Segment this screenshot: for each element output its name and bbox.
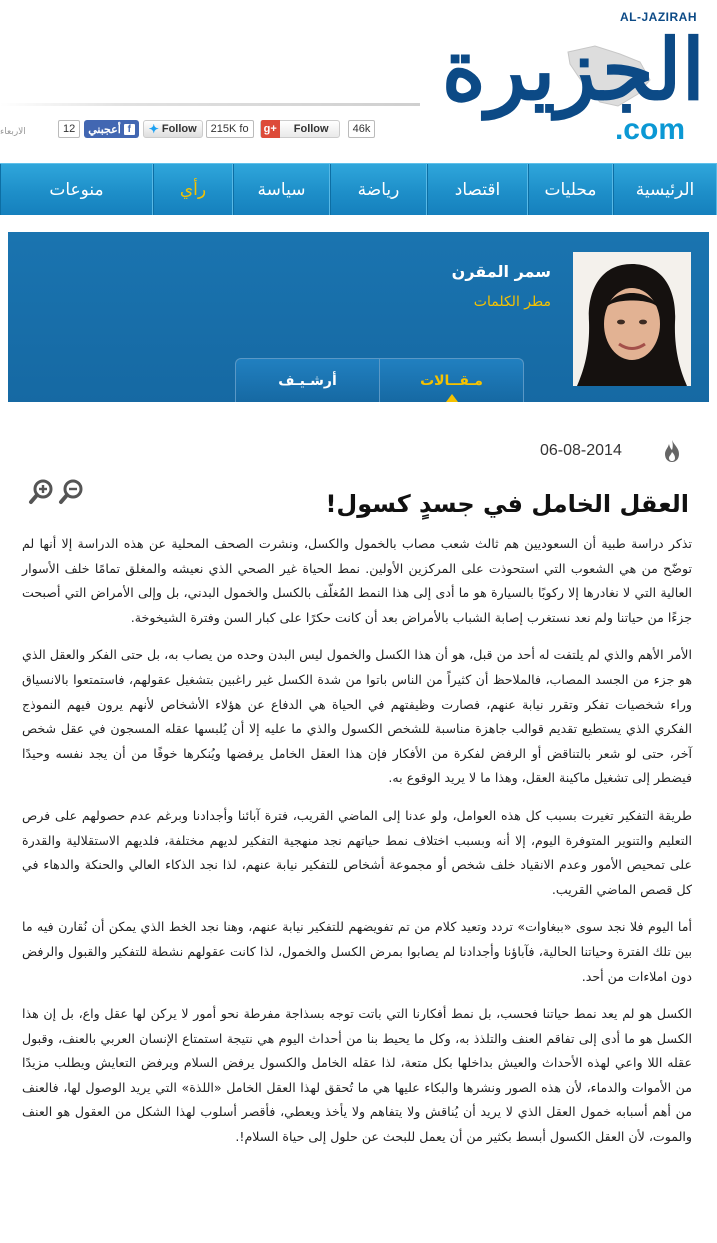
site-header <box>0 0 717 160</box>
author-portrait-image <box>573 252 691 386</box>
article-paragraph: أما اليوم فلا نجد سوى «ببغاوات» تردد وتعيد كلام من تم تفويضهم للتفكير نيابة عنهم، وهنا نجد الخط الذي يمكن أن نُقارن فيه ما بين تلك الفترة وحياتنا الحالية، فآباؤنا وأجدادنا لم يصابوا بمرض الكسل والخمول، لذا كانت عقولهم نشطة للتفكير والقبول والرفض دون املاءات من أحد. <box>22 919 692 984</box>
google-plus-icon: g+ <box>261 120 280 138</box>
twitter-follow-button[interactable] <box>143 120 203 138</box>
twitter-follow-label: Follow <box>161 123 197 135</box>
nav-item-local[interactable]: محليات <box>528 164 613 215</box>
site-logo[interactable] <box>425 8 715 158</box>
google-plus-follow-button[interactable] <box>260 120 340 138</box>
tab-articles[interactable]: مـقــالات <box>380 359 523 402</box>
article-body <box>22 532 692 1163</box>
zoom-in-icon[interactable] <box>28 478 56 510</box>
tab-archive[interactable]: أرشـيـف <box>236 359 380 402</box>
author-photo <box>573 252 691 386</box>
twitter-bird-icon: ✦ <box>148 122 159 136</box>
header-divider <box>0 103 420 106</box>
logo-arabic-text: الجزيرة <box>441 20 705 119</box>
author-tabs <box>235 358 524 402</box>
nav-item-politics[interactable]: سياسة <box>233 164 330 215</box>
facebook-like-label: أعجبني <box>88 123 121 136</box>
share-counter: 12 <box>58 120 80 138</box>
author-banner <box>8 232 709 402</box>
author-name[interactable]: سمر المقرن <box>451 262 551 281</box>
google-plus-follower-count: 46k <box>348 120 376 138</box>
article-paragraph: طريقة التفكير تغيرت بسبب كل هذه العوامل، ولو عدنا إلى الماضي القريب، فترة آبائنا وأجدادنا وبرغم عدم حصولهم على فرص التعليم والتنوير المتوفرة اليوم، إلا أنه وبسبب اختلاف نمط حياتهم نجد منهجية التفكير لديهم مختلفة، فلديهم الاستقلالية والقدرة على تمحيص الأمور وعدم الانقياد خلف شخص أو مجموعة أشخاص للتفكير نيابة عنهم، لذا نجد الذكاء العالي والحنكة والدهاء في كل قصص الماضي القريب. <box>22 807 692 897</box>
article-title: العقل الخامل في جسدٍ كسول! <box>325 490 689 518</box>
nav-item-home[interactable]: الرئيسية <box>613 164 717 215</box>
google-plus-follow-label: Follow <box>293 123 329 135</box>
article-paragraph: الأمر الأهم والذي لم يلتفت له أحد من قبل، هو أن هذا الكسل والخمول ليس البدن وحده من يصاب به، بل حتى الفكر والعقل الذي هو جزء من الجسد المصاب، فالملاحظ أن كثيراً من الناس باتوا من شدة الكسل غير راغبين بتشغيل عقولهم، فاستمتعوا بالانسياق وراء شخصيات تفكر وتقرر نيابة عنهم، فصارت وظيفتهم في الحياة هي الدفاع عن هؤلاء الأشخاص لأنهم يرون فيهم النموذج الفكري الذي يستطيع تقديم قوالب جاهزة مناسبة للشخص الكسول والذي ما عليه إلا أن يُلبسها عقله المسجون في عقل شخص آخر، حتى لو شعر بالتناقض أو الرفض لفكرة من الأفكار فإن هذا العقل الخامل يرفضها ويُنكرها خوفًا من أن يجد نفسه وحيدًا فيضطر إلى تشغيل ماكينة العقل، وهذا ما لا يريد الوقوع به. <box>22 647 692 786</box>
header-date-fragment: الاربعاء <box>0 127 26 137</box>
facebook-like-button[interactable] <box>84 120 139 138</box>
article-paragraph: الكسل هو لم يعد نمط حياتنا فحسب، بل نمط أفكارنا التي باتت توجه بسذاجة مفرطة نحو أمور لا يركن لها عقل واع، بل إن هذا الكسل هو ما أدى إلى تفاقم العنف والتلذذ به، وكل ما يحيط بنا من أحداث اليوم هي نتيجة استمتاع الإنسان العربي بالعنف، وقبول عقله اللا واعي لهذه الأحداث والعيش بداخلها بكل متعة، لذا عقله الخامل والكسول يرفض السلام ويرفض التعايش ويطلب مزيدًا من الأموات والدماء، لأن هذه الصور ونشرها والبكاء عليها هي ما تُحقق لهذا العقل الخامل «اللذة» التي يريد الوصول لها، فالعنف من أهم أسبابه خمول العقل الذي لا يريد أن يُناقش ولا يتفاهم ولا يأخذ ويعطي، فأقصر أسلوب لهذا الشكل من العقول هو العنف والموت، لأن العقل الكسول أبسط بكثير من أن يعمل للبحث عن حلول إلى حياة السلام!. <box>22 1006 692 1145</box>
article-paragraph: تذكر دراسة طبية أن السعوديين هم ثالث شعب مصاب بالخمول والكسل، ونشرت الصحف المحلية عن هذه الدراسة إلا أنها لم توضّح من هي الشعوب التي استحوذت على المركزين الأولين. نمط الحياة غير الصحي الذي نعيشه والمغلق تمامًا خلف الأسوار العالية التي لا نغادرها إلا ركوبًا بالسيارة هو ما أدى إلى هذا النمط المُغلّف بالكسل والخمول البدني، بل وإلى الأمراض التي أصبحت جزءًا من حياتنا ولم نعد نستغرب إصابة الشباب بالأمراض بعد أن كانت حكرًا على كبار السن وفترة الشيخوخة. <box>22 536 692 625</box>
author-column-name: مطر الكلمات <box>473 294 551 310</box>
nav-item-sports[interactable]: رياضة <box>330 164 427 215</box>
social-bar <box>58 119 375 139</box>
nav-item-miscellaneous[interactable]: منوعات <box>0 164 153 215</box>
nav-item-opinion[interactable]: رأي <box>153 164 233 215</box>
facebook-icon: f <box>124 124 135 135</box>
flame-icon <box>665 440 679 462</box>
logo-english-text: AL-JAZIRAH <box>620 10 697 24</box>
text-size-controls <box>28 478 86 510</box>
twitter-follower-count: 215K fo <box>206 120 254 138</box>
article-date-row <box>540 442 622 460</box>
zoom-out-icon[interactable] <box>58 478 86 510</box>
article-date: 06-08-2014 <box>540 442 622 459</box>
nav-item-economy[interactable]: اقتصاد <box>427 164 528 215</box>
main-navigation <box>0 163 717 215</box>
logo-dotcom-text: .com <box>614 113 685 146</box>
